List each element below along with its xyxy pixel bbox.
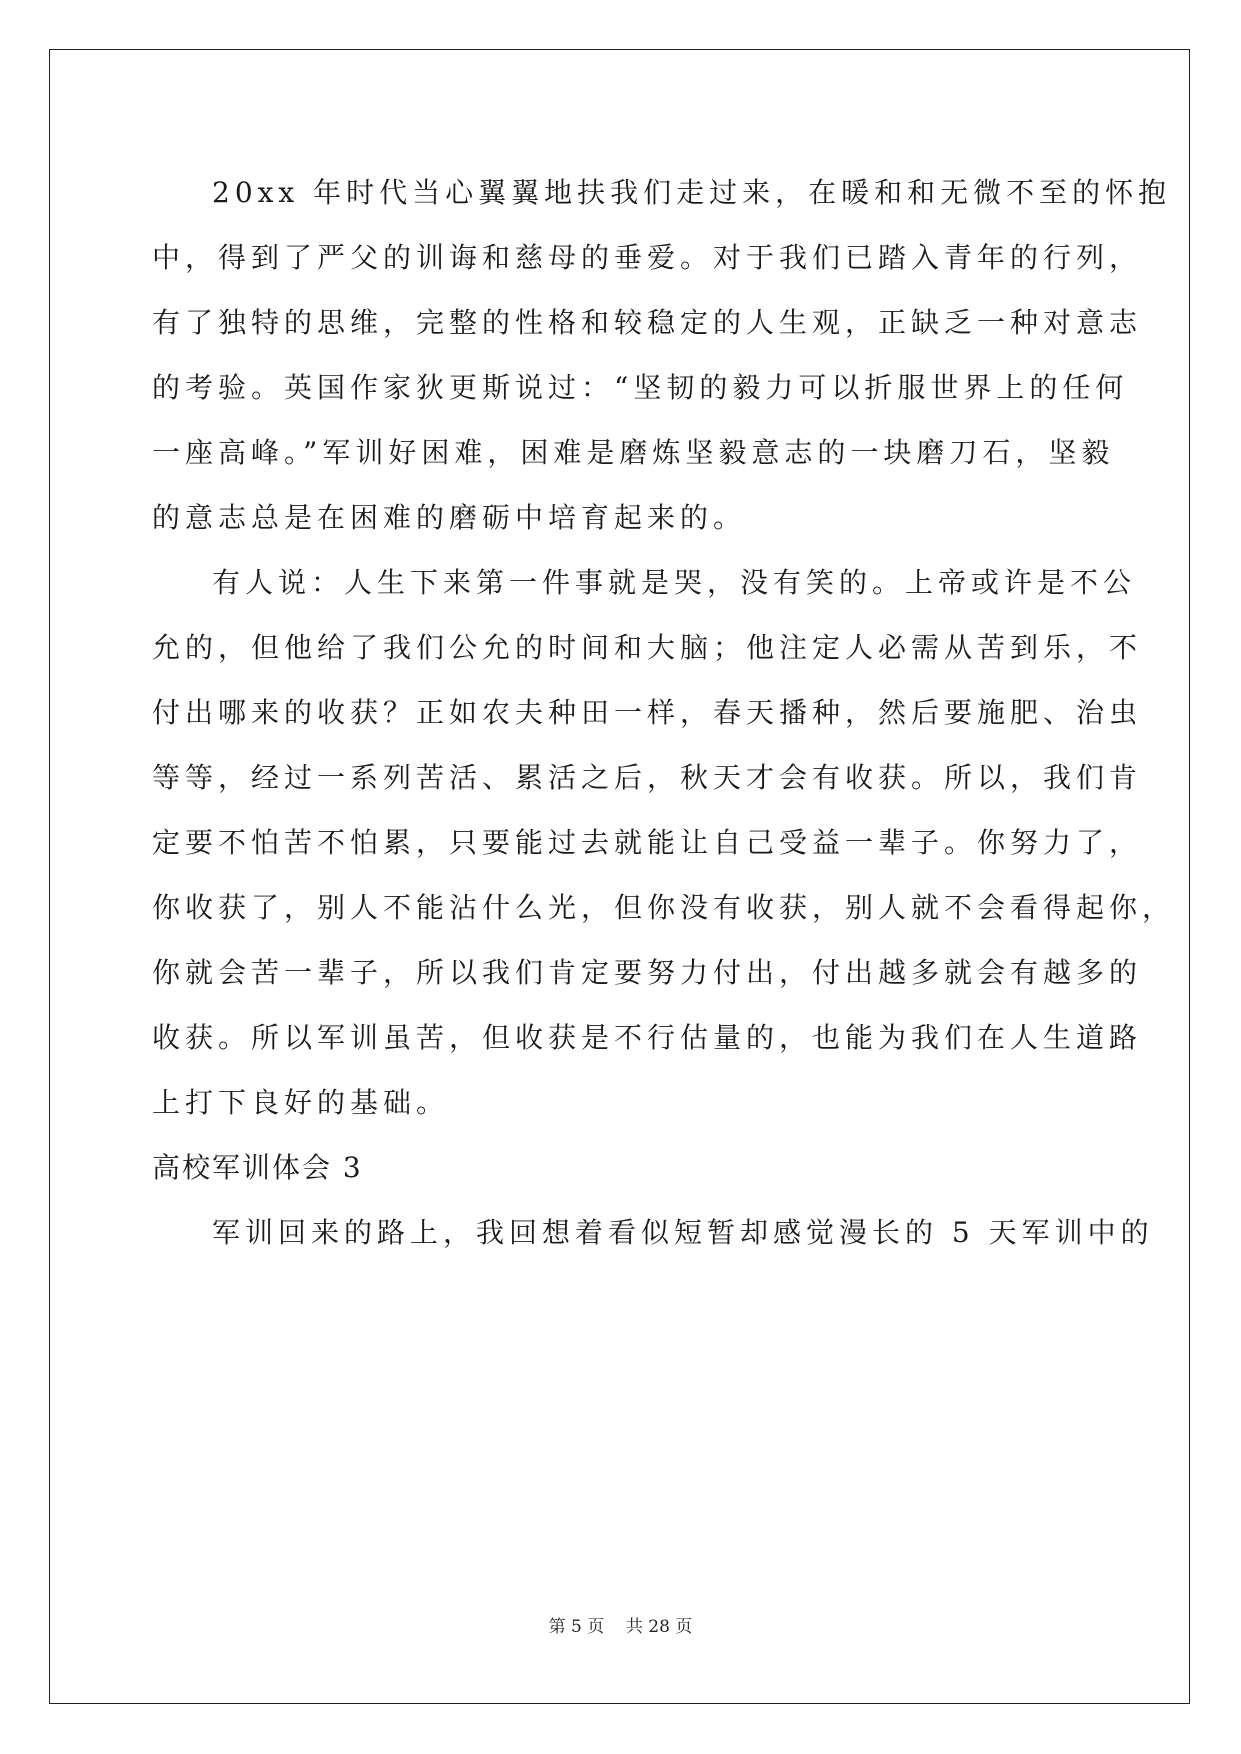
text-line: 允的，但他给了我们公允的时间和大脑；他注定人必需从苦到乐，不: [152, 631, 1143, 664]
text-line: 20xx 年时代当心翼翼地扶我们走过来，在暖和和无微不至的怀抱: [212, 176, 1172, 209]
document-body: [152, 160, 1176, 1265]
text-line: 你就会苦一辈子，所以我们肯定要努力付出，付出越多就会有越多的: [152, 956, 1143, 989]
text-line: 收获。所以军训虽苦，但收获是不行估量的，也能为我们在人生道路: [152, 1021, 1143, 1054]
paragraph-3: [152, 1200, 1154, 1265]
text-line: 上打下良好的基础。: [152, 1086, 450, 1119]
section-heading: 高校军训体会 3: [152, 1151, 363, 1184]
text-line: 的意志总是在困难的磨砺中培育起来的。: [152, 501, 747, 534]
text-line: 一座高峰。”军训好困难，困难是磨炼坚毅意志的一块磨刀石，坚毅: [152, 436, 1115, 469]
text-line: 有人说：人生下来第一件事就是哭，没有笑的。上帝或许是不公: [212, 566, 1137, 599]
text-line: 付出哪来的收获？正如农夫种田一样，春天播种，然后要施肥、治虫: [152, 696, 1143, 729]
text-line: 中，得到了严父的训诲和慈母的垂爱。对于我们已踏入青年的行列，: [152, 241, 1143, 274]
page-number-footer: 第 5 页 共 28 页: [548, 1617, 693, 1637]
text-line: 定要不怕苦不怕累，只要能过去就能让自己受益一辈子。你努力了，: [152, 826, 1143, 859]
text-line: 的考验。英国作家狄更斯说过：“坚韧的毅力可以折服世界上的任何: [152, 371, 1129, 404]
paragraph-1: [152, 160, 1172, 550]
paragraph-2: [152, 550, 1176, 1135]
text-line: 等等，经过一系列苦活、累活之后，秋天才会有收获。所以，我们肯: [152, 761, 1143, 794]
text-line: 军训回来的路上，我回想着看似短暂却感觉漫长的 5 天军训中的: [212, 1216, 1154, 1249]
text-line: 有了独特的思维，完整的性格和较稳定的人生观，正缺乏一种对意志: [152, 306, 1143, 339]
text-line: 你收获了，别人不能沾什么光，但你没有收获，别人就不会看得起你，: [152, 891, 1176, 924]
